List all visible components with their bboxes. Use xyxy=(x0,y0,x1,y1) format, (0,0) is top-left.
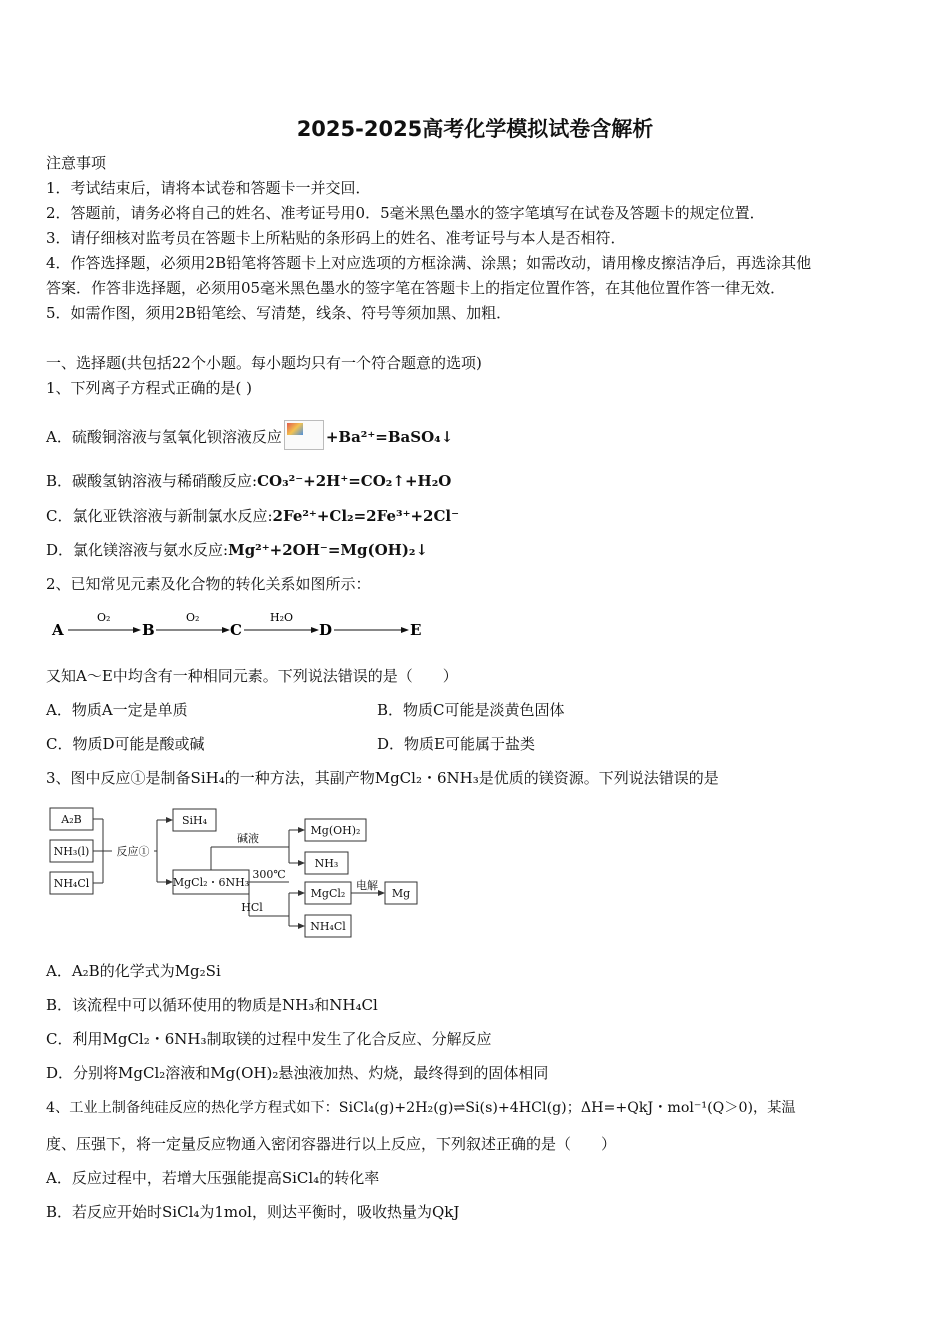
mg-process-flow-diagram xyxy=(46,800,431,945)
q1-option-d-text: D．氯化镁溶液与氨水反应: xyxy=(46,541,229,559)
q3-option-a: A．A₂B的化学式为Mg₂Si xyxy=(46,962,221,980)
q2-option-c: C．物质D可能是酸或碱 xyxy=(46,735,205,753)
label-electrolysis: 电解 xyxy=(356,879,378,892)
q1-option-c xyxy=(46,505,459,526)
label-nh4cl: NH₄Cl xyxy=(53,877,90,890)
notice-item: 答案．作答非选择题，必须用05毫米黑色墨水的签字笔在答题卡上的指定位置作答，在其他位置作答一律无效． xyxy=(46,279,786,297)
chain-label: H₂O xyxy=(270,611,294,624)
notice-item: 4．作答选择题，必须用2B铅笔将答题卡上对应选项的方框涂满、涂黑；如需改动，请用橡皮擦洁净后，再选涂其他 xyxy=(46,254,812,272)
q2-option-d: D．物质E可能属于盐类 xyxy=(377,735,535,753)
q3-stem: 3、图中反应①是制备SiH₄的一种方法，其副产物MgCl₂・6NH₃是优质的镁资源。下列说法错误的是 xyxy=(46,769,719,787)
q2-note: 又知A～E中均含有一种相同元素。下列说法错误的是（ ） xyxy=(46,667,458,685)
q1-option-a xyxy=(46,420,453,450)
chain-node-c: C xyxy=(230,621,242,639)
notice-item: 5．如需作图，须用2B铅笔绘、写清楚，线条、符号等须加黑、加粗． xyxy=(46,304,512,322)
label-sih4: SiH₄ xyxy=(181,814,208,827)
q3-option-d: D．分别将MgCl₂溶液和Mg(OH)₂悬浊液加热、灼烧，最终得到的固体相同 xyxy=(46,1064,549,1082)
q4-stem-line2: 度、压强下，将一定量反应物通入密闭容器进行以上反应，下列叙述正确的是（ ） xyxy=(46,1135,617,1153)
label-nh4cl-product: NH₄Cl xyxy=(310,920,346,933)
label-a2b: A₂B xyxy=(61,813,82,826)
label-reaction-1: 反应① xyxy=(116,845,150,858)
q1-option-c-text: C．氯化亚铁溶液与新制氯水反应: xyxy=(46,507,273,525)
chain-node-e: E xyxy=(410,621,422,639)
broken-image-icon xyxy=(284,420,324,450)
label-mg: Mg xyxy=(391,887,411,900)
q3-option-c: C．利用MgCl₂・6NH₃制取镁的过程中发生了化合反应、分解反应 xyxy=(46,1030,492,1048)
conversion-chain-diagram xyxy=(46,604,436,644)
label-mgcl2: MgCl₂ xyxy=(310,887,346,900)
label-300c: 300℃ xyxy=(252,868,286,881)
q1-option-a-text: A．硫酸铜溶液与氢氧化钡溶液反应 xyxy=(46,428,282,446)
q1-option-c-eq: 2Fe²⁺+Cl₂=2Fe³⁺+2Cl⁻ xyxy=(272,507,460,525)
chain-node-b: B xyxy=(142,621,155,639)
q1-option-b xyxy=(46,470,451,491)
chain-node-a: A xyxy=(52,621,64,639)
q1-option-b-eq: CO₃²⁻+2H⁺=CO₂↑+H₂O xyxy=(257,472,452,490)
q4-stem-line1: 4、工业上制备纯硅反应的热化学方程式如下：SiCl₄(g)+2H₂(g)⇌Si(s)+4HCl(g)；ΔH=+QkJ・mol⁻¹(Q＞0)，某温 xyxy=(46,1100,796,1116)
chain-label: O₂ xyxy=(97,611,111,624)
label-base-solution: 碱液 xyxy=(237,832,259,845)
page-title: 2025-2025高考化学模拟试卷含解析 xyxy=(296,117,654,141)
q3-option-b: B．该流程中可以循环使用的物质是NH₃和NH₄Cl xyxy=(46,996,378,1014)
chain-label: O₂ xyxy=(186,611,200,624)
q1-option-d-eq: Mg²⁺+2OH⁻=Mg(OH)₂↓ xyxy=(228,541,429,559)
notice-heading: 注意事项 xyxy=(46,154,107,172)
label-mgoh2: Mg(OH)₂ xyxy=(310,824,361,837)
label-mgcl2-6nh3: MgCl₂・6NH₃ xyxy=(172,876,250,889)
label-nh3-liquid: NH₃(l) xyxy=(53,845,90,858)
q2-option-a: A．物质A一定是单质 xyxy=(46,701,188,719)
q1-stem: 1、下列离子方程式正确的是( ) xyxy=(46,379,253,397)
q2-option-b: B．物质C可能是淡黄色固体 xyxy=(377,701,565,719)
notice-item: 2．答题前，请务必将自己的姓名、准考证号用0．5毫米黑色墨水的签字笔填写在试卷及答题卡的规定位置． xyxy=(46,204,765,222)
notice-item: 1．考试结束后，请将本试卷和答题卡一并交回． xyxy=(46,179,371,197)
section-heading: 一、选择题(共包括22个小题。每小题均只有一个符合题意的选项) xyxy=(46,354,482,372)
label-nh3: NH₃ xyxy=(314,857,339,870)
q4-option-b: B．若反应开始时SiCl₄为1mol，则达平衡时，吸收热量为QkJ xyxy=(46,1203,460,1221)
label-hcl: HCl xyxy=(241,901,263,914)
q1-option-d xyxy=(46,539,428,560)
chain-node-d: D xyxy=(319,621,333,639)
q2-stem: 2、已知常见元素及化合物的转化关系如图所示： xyxy=(46,575,371,593)
q1-option-b-text: B．碳酸氢钠溶液与稀硝酸反应: xyxy=(46,472,258,490)
q4-option-a: A．反应过程中，若增大压强能提高SiCl₄的转化率 xyxy=(46,1169,380,1187)
q1-option-a-eq: +Ba²⁺=BaSO₄↓ xyxy=(325,428,454,446)
notice-item: 3．请仔细核对监考员在答题卡上所粘贴的条形码上的姓名、准考证号与本人是否相符． xyxy=(46,229,626,247)
